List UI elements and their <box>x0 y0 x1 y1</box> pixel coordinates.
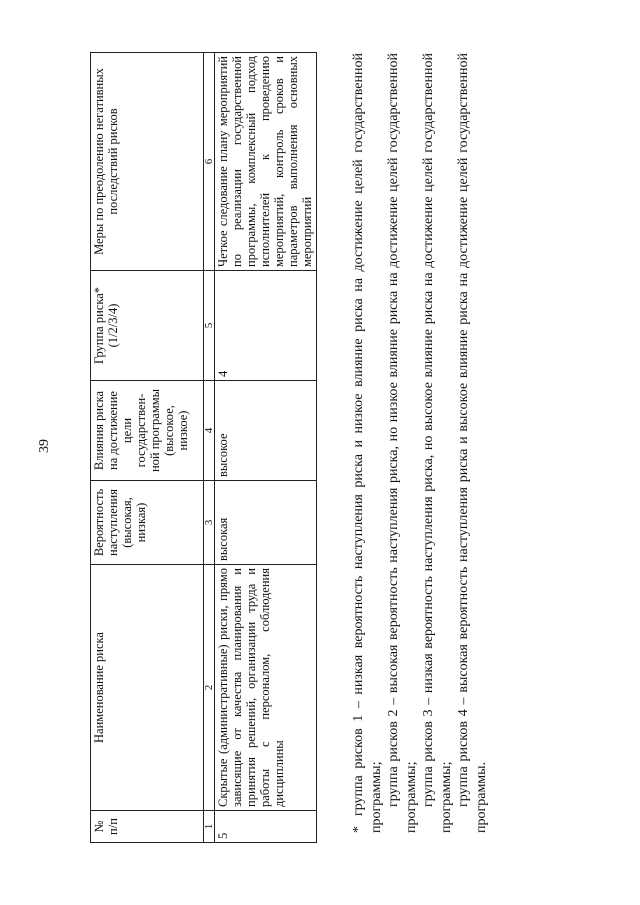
row-probability: высокая <box>215 481 317 565</box>
row-num: 5 <box>215 811 317 843</box>
row-impact: высокое <box>215 381 317 481</box>
header-probability: Вероятность наступления (высокая, низкая) <box>91 481 204 565</box>
column-number: 5 <box>204 271 215 381</box>
column-number: 1 <box>204 811 215 843</box>
header-risk-group: Группа риска* (1/2/3/4) <box>91 271 204 381</box>
table-row <box>215 53 317 843</box>
column-number-row <box>204 53 215 843</box>
header-measures: Меры по преодолению негативных последствий рисков <box>91 53 204 271</box>
footnote-item-text: группа рисков 1 – низкая вероятность наступления риска и низкое влияние риска на достижение целей государственной программы; <box>351 53 384 833</box>
column-number: 6 <box>204 53 215 271</box>
row-measures: Четкое следование плану мероприятий по реализации государственной программы, комплексный подход исполнителей к проведению мероприятий, контроль сроков и параметров выполнения основных мероприятий <box>215 53 317 271</box>
footnote-item <box>350 53 385 833</box>
footnote-star: * <box>351 826 366 833</box>
column-number: 4 <box>204 381 215 481</box>
risk-table <box>90 52 317 843</box>
page-number: 39 <box>37 439 52 453</box>
table-header-row <box>91 53 204 843</box>
footnote-item: группа рисков 2 – высокая вероятность наступления риска, но низкое влияние риска на достижение целей государственной программы; <box>386 53 419 833</box>
row-risk-group: 4 <box>215 271 317 381</box>
footnote <box>350 53 490 833</box>
header-impact: Влияния риска на достижение цели государствен-ной программы (высокое, низкое) <box>91 381 204 481</box>
header-num: № п/п <box>91 811 204 843</box>
footnote-item: группа рисков 3 – низкая вероятность наступления риска, но высокое влияние риска на достижение целей государственной программы; <box>421 53 454 833</box>
header-risk-name: Наименование риска <box>91 565 204 811</box>
footnote-item: группа рисков 4 – высокая вероятность наступления риска и высокое влияние риска на достижение целей государственной программы. <box>456 53 489 833</box>
column-number: 3 <box>204 481 215 565</box>
row-risk-name: Скрытые (административные) риски, прямо зависящие от качества планирования и принятия решений, организации труда и работы с персоналом, соблюдения дисциплины <box>215 565 317 811</box>
column-number: 2 <box>204 565 215 811</box>
